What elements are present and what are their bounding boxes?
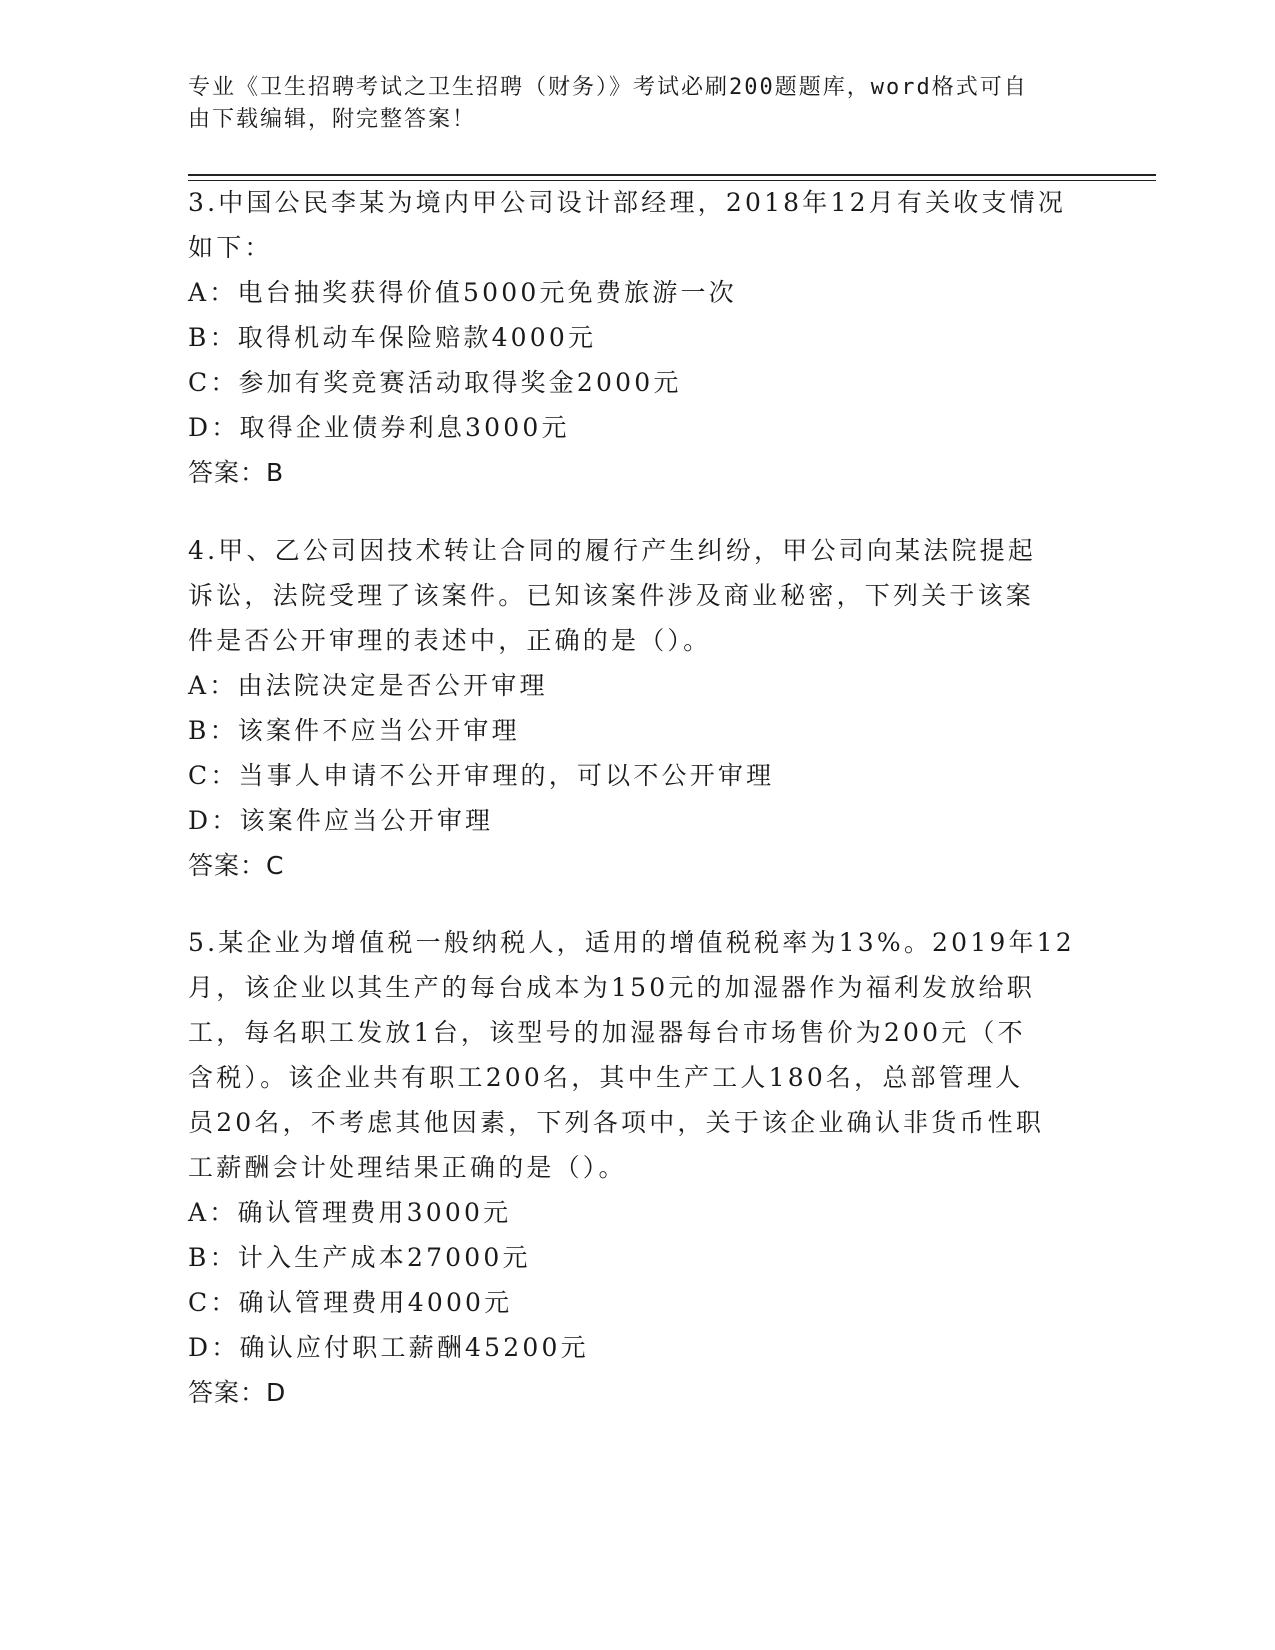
option-d: D：该案件应当公开审理 — [188, 806, 494, 835]
question-5 — [188, 920, 1088, 1415]
document-header: 专业《卫生招聘考试之卫生招聘（财务）》考试必刷200题题库，word格式可自 由下载编辑，附完整答案！ — [188, 75, 1028, 132]
answer: 答案：B — [188, 458, 285, 487]
option-b: B：该案件不应当公开审理 — [188, 716, 520, 745]
header-rule-thick — [188, 174, 1156, 176]
option-b: B：取得机动车保险赔款4000元 — [188, 323, 597, 352]
option-a: A：确认管理费用3000元 — [188, 1198, 512, 1227]
question-text: 4.甲、乙公司因技术转让合同的履行产生纠纷，甲公司向某法院提起 诉讼，法院受理了该案件。已知该案件涉及商业秘密，下列关于该案 件是否公开审理的表述中，正确的是（）。 — [188, 536, 1037, 655]
option-d: D：确认应付职工薪酬45200元 — [188, 1333, 589, 1362]
question-4 — [188, 528, 1088, 888]
option-a: A：电台抽奖获得价值5000元免费旅游一次 — [188, 278, 737, 307]
question-3 — [188, 180, 1088, 495]
option-a: A：由法院决定是否公开审理 — [188, 671, 548, 700]
option-c: C：确认管理费用4000元 — [188, 1288, 513, 1317]
option-d: D：取得企业债券利息3000元 — [188, 413, 570, 442]
option-c: C：当事人申请不公开审理的，可以不公开审理 — [188, 761, 775, 790]
answer: 答案：C — [188, 851, 285, 880]
option-c: C：参加有奖竞赛活动取得奖金2000元 — [188, 368, 682, 397]
answer: 答案：D — [188, 1378, 287, 1407]
question-text: 5.某企业为增值税一般纳税人，适用的增值税税率为13%。2019年12 月，该企业以其生产的每台成本为150元的加湿器作为福利发放给职 工，每名职工发放1台，该型号的加湿器每台市场售价为200元（不 含税）。该企业共有职工200名，其中生产工人180名，总部管理人 员20名，不考虑其他因素，下列各项中，关于该企业确认非货币性职 工薪酬会计处理结果正确的是（）。 — [188, 928, 1075, 1182]
question-text: 3.中国公民李某为境内甲公司设计部经理，2018年12月有关收支情况 如下： — [188, 188, 1067, 262]
option-b: B：计入生产成本27000元 — [188, 1243, 531, 1272]
